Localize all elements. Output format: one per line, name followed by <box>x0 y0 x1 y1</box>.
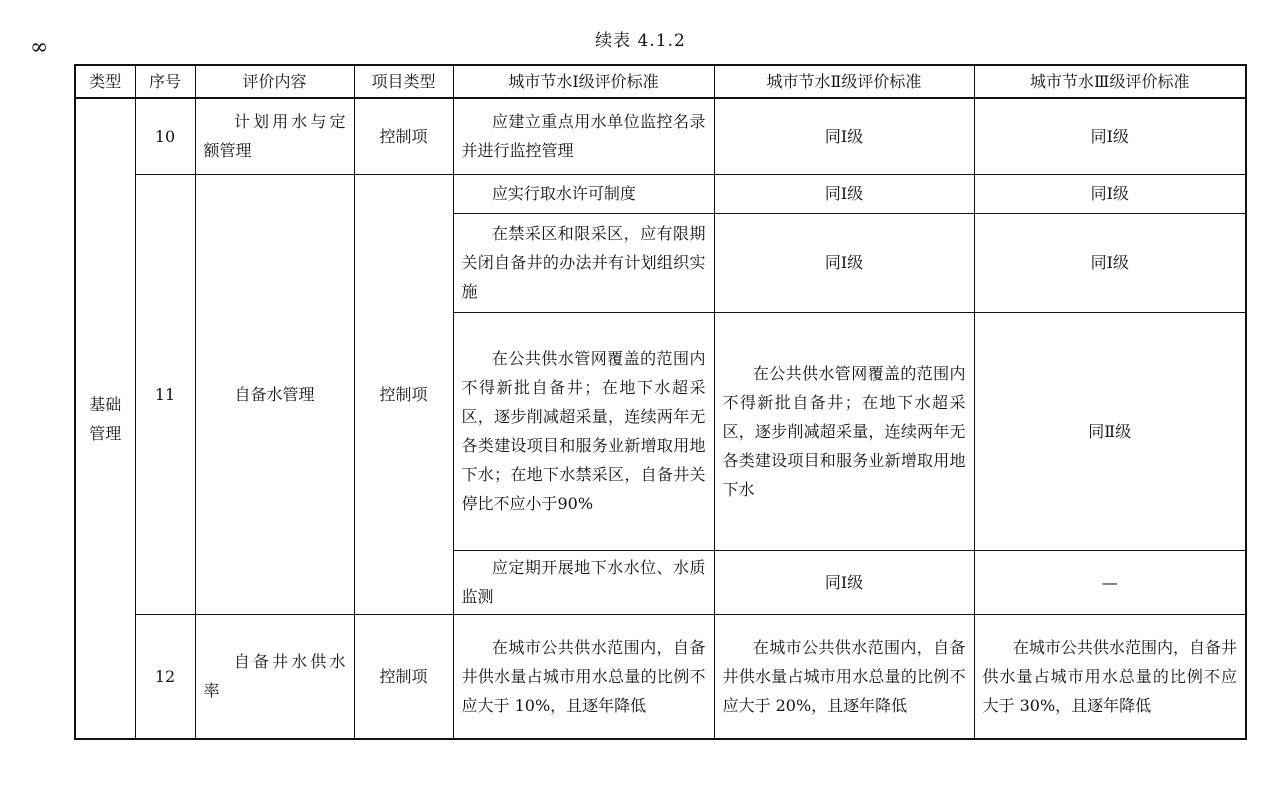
row-level2: 同Ⅰ级 <box>714 174 974 213</box>
header-level3: 城市节水Ⅲ级评价标准 <box>974 65 1246 98</box>
header-level1: 城市节水Ⅰ级评价标准 <box>453 65 714 98</box>
row-content: 自备井水供水率 <box>195 614 354 739</box>
evaluation-standard-table <box>74 64 1247 740</box>
page-number: ∞ <box>30 35 49 60</box>
row-level1: 应定期开展地下水水位、水质监测 <box>453 550 714 614</box>
header-level2: 城市节水Ⅱ级评价标准 <box>714 65 974 98</box>
row-no: 11 <box>135 174 195 614</box>
header-item-type: 项目类型 <box>354 65 453 98</box>
row-item-type: 控制项 <box>354 98 453 174</box>
row-level3: — <box>974 550 1246 614</box>
category-cell: 基础管理 <box>75 98 135 739</box>
header-no: 序号 <box>135 65 195 98</box>
row-level2: 同Ⅰ级 <box>714 550 974 614</box>
table-row <box>75 98 1246 174</box>
row-no: 12 <box>135 614 195 739</box>
row-level2: 在城市公共供水范围内，自备井供水量占城市用水总量的比例不应大于 20%，且逐年降低 <box>714 614 974 739</box>
row-level3: 在城市公共供水范围内，自备井供水量占城市用水总量的比例不应大于 30%，且逐年降低 <box>974 614 1246 739</box>
row-level3: 同Ⅱ级 <box>974 312 1246 550</box>
row-level1: 在公共供水管网覆盖的范围内不得新批自备井；在地下水超采区，逐步削减超采量，连续两年无各类建设项目和服务业新增取用地下水；在地下水禁采区，自备井关停比不应小于90% <box>453 312 714 550</box>
row-level1: 在禁采区和限采区，应有限期关闭自备井的办法并有计划组织实施 <box>453 213 714 312</box>
header-type: 类型 <box>75 65 135 98</box>
row-item-type: 控制项 <box>354 614 453 739</box>
row-level2: 同Ⅰ级 <box>714 213 974 312</box>
row-content: 计划用水与定额管理 <box>195 98 354 174</box>
row-level1: 在城市公共供水范围内，自备井供水量占城市用水总量的比例不应大于 10%，且逐年降低 <box>453 614 714 739</box>
row-level3: 同Ⅰ级 <box>974 98 1246 174</box>
row-level3: 同Ⅰ级 <box>974 213 1246 312</box>
table-header-row <box>75 65 1246 98</box>
row-no: 10 <box>135 98 195 174</box>
row-level2: 在公共供水管网覆盖的范围内不得新批自备井；在地下水超采区，逐步削减超采量，连续两年无各类建设项目和服务业新增取用地下水 <box>714 312 974 550</box>
row-level2: 同Ⅰ级 <box>714 98 974 174</box>
table-row <box>75 174 1246 213</box>
header-content: 评价内容 <box>195 65 354 98</box>
table-caption: 续表 4.1.2 <box>595 31 686 51</box>
row-item-type: 控制项 <box>354 174 453 614</box>
row-level1: 应实行取水许可制度 <box>453 174 714 213</box>
table-row <box>75 614 1246 739</box>
row-content: 自备水管理 <box>195 174 354 614</box>
row-level3: 同Ⅰ级 <box>974 174 1246 213</box>
row-level1: 应建立重点用水单位监控名录并进行监控管理 <box>453 98 714 174</box>
